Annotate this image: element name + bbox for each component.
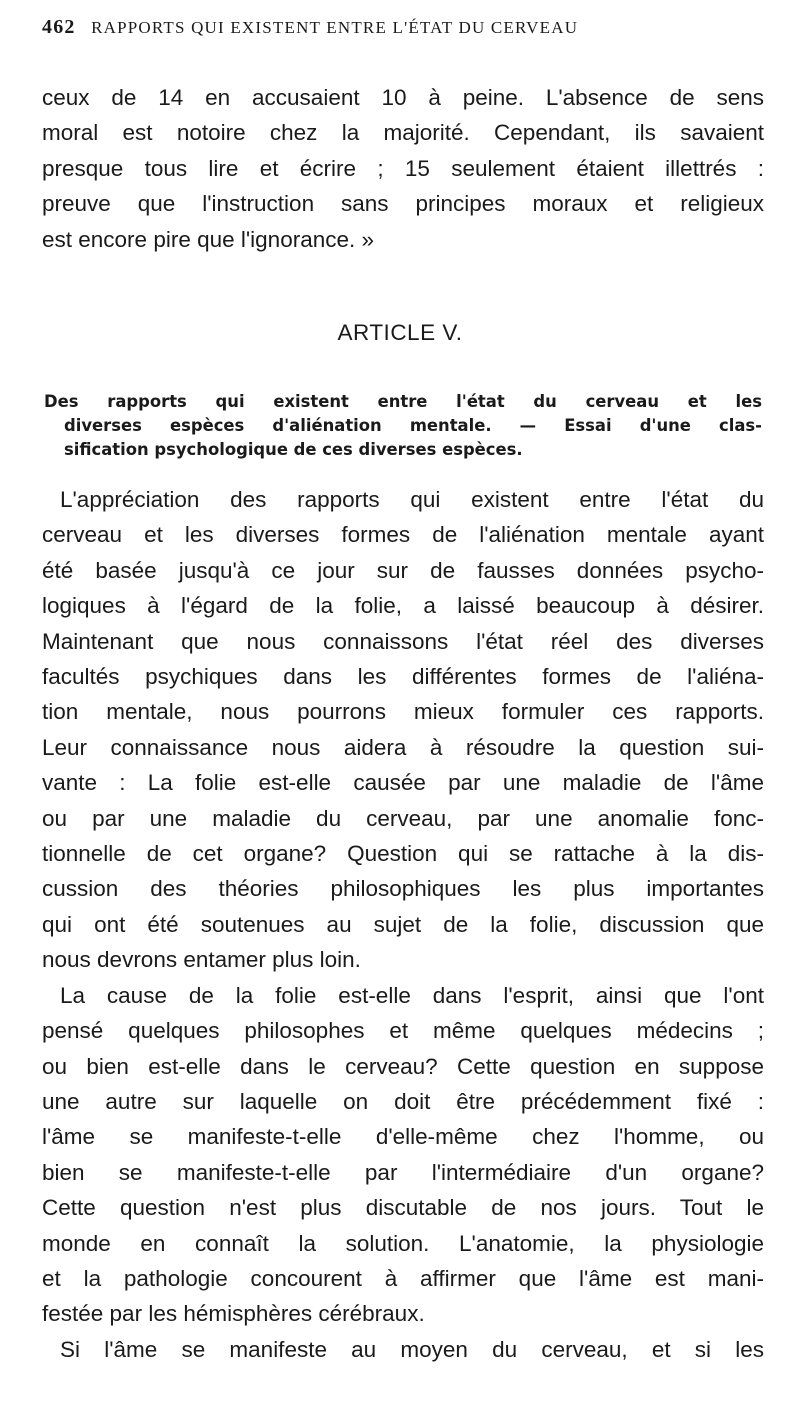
text-line: ou par une maladie du cerveau, par une anomalie fonc- <box>42 805 764 831</box>
page-number: 462 <box>42 16 76 38</box>
text-line: qui ont été soutenues au sujet de la folie, discussion que <box>42 911 764 937</box>
intro-paragraph <box>42 80 764 257</box>
text-line: l'âme se manifeste-t-elle d'elle-même chez l'homme, ou <box>42 1124 764 1150</box>
running-head <box>42 16 762 39</box>
summary-line: sification psychologique de ces diverses espèces. <box>64 440 523 459</box>
text-line: preuve que l'instruction sans principes moraux et religieux <box>42 191 764 217</box>
text-line: Leur connaissance nous aidera à résoudre la question sui- <box>42 734 764 760</box>
text-line: L'appréciation des rapports qui existent entre l'état du <box>60 487 764 512</box>
text-line: et la pathologie concourent à affirmer que l'âme est mani- <box>42 1265 764 1291</box>
text-line: Maintenant que nous connaissons l'état réel des diverses <box>42 628 764 654</box>
summary-line: diverses espèces d'aliénation mentale. — Essai d'une clas- <box>64 416 762 435</box>
text-line: moral est notoire chez la majorité. Cependant, ils savaient <box>42 120 764 146</box>
text-line: logiques à l'égard de la folie, a laissé beaucoup à désirer. <box>42 593 764 619</box>
text-line: tionnelle de cet organe? Question qui se rattache à la dis- <box>42 841 764 867</box>
article-summary <box>44 390 762 462</box>
text-line: presque tous lire et écrire ; 15 seulement étaient illettrés : <box>42 155 764 181</box>
text-line: Cette question n'est plus discutable de nos jours. Tout le <box>42 1195 764 1221</box>
body-text <box>42 482 764 1367</box>
text-line: cussion des théories philosophiques les plus importantes <box>42 876 764 902</box>
text-line: ceux de 14 en accusaient 10 à peine. L'absence de sens <box>42 85 764 110</box>
text-line: monde en connaît la solution. L'anatomie, la physiologie <box>42 1230 764 1256</box>
text-line: La cause de la folie est-elle dans l'esprit, ainsi que l'ont <box>60 982 764 1008</box>
text-line: pensé quelques philosophes et même quelques médecins ; <box>42 1018 764 1044</box>
text-line: Si l'âme se manifeste au moyen du cerveau, et si les <box>60 1336 764 1362</box>
text-line: festée par les hémisphères cérébraux. <box>42 1301 425 1327</box>
text-line: nous devrons entamer plus loin. <box>42 947 361 973</box>
running-title: RAPPORTS QUI EXISTENT ENTRE L'ÉTAT DU CERVEAU <box>91 18 579 37</box>
text-line: cerveau et les diverses formes de l'aliénation mentale ayant <box>42 522 764 548</box>
article-heading: ARTICLE V. <box>337 320 463 345</box>
text-line: ou bien est-elle dans le cerveau? Cette question en suppose <box>42 1053 764 1079</box>
text-line: une autre sur laquelle on doit être précédemment fixé : <box>42 1088 764 1114</box>
summary-line: Des rapports qui existent entre l'état du cerveau et les <box>44 392 762 411</box>
text-line: facultés psychiques dans les différentes formes de l'aliéna- <box>42 664 764 690</box>
text-line: est encore pire que l'ignorance. » <box>42 226 375 252</box>
text-line: bien se manifeste-t-elle par l'intermédiaire d'un organe? <box>42 1159 764 1185</box>
text-line: tion mentale, nous pourrons mieux formuler ces rapports. <box>42 699 764 725</box>
text-line: été basée jusqu'à ce jour sur de fausses données psycho- <box>42 557 764 583</box>
text-line: vante : La folie est-elle causée par une maladie de l'âme <box>42 770 764 796</box>
